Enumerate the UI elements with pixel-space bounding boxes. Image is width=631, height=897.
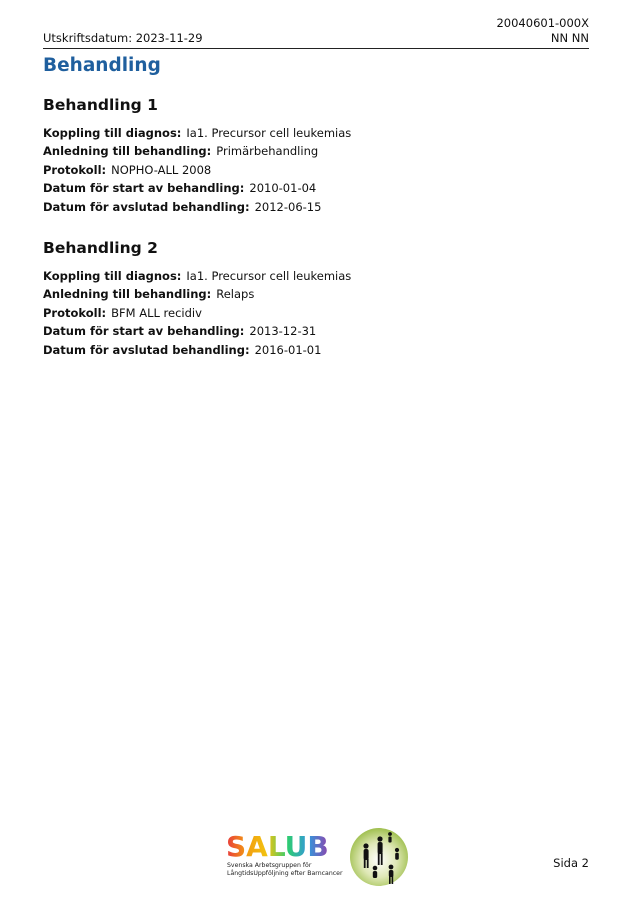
field-protocol [43, 304, 583, 322]
treatment-section-2 [43, 239, 583, 359]
treatment-heading: Behandling 2 [43, 239, 158, 257]
field-diagnosis-link [43, 124, 583, 142]
logo-wordmark: SALUB [226, 830, 329, 863]
field-protocol [43, 161, 583, 179]
field-value: 2016-01-01 [254, 342, 322, 357]
field-value: Primärbehandling [216, 144, 319, 159]
field-diagnosis-link [43, 267, 583, 285]
logo-tagline-1: Svenska Arbetsgruppen för [227, 862, 312, 869]
field-label: Protokoll: [43, 162, 107, 177]
patient-info [496, 16, 589, 46]
print-date-value: 2023-11-29 [135, 31, 203, 45]
print-date-label: Utskriftsdatum: [43, 31, 133, 45]
field-end-date [43, 198, 583, 216]
field-label: Koppling till diagnos: [43, 126, 182, 140]
person-name: NN NN [550, 31, 589, 45]
field-value: Relaps [216, 287, 255, 302]
field-start-date [43, 179, 583, 197]
field-label: Anledning till behandling: [43, 287, 212, 302]
field-treatment-reason [43, 285, 583, 303]
logo-tagline-2: LångtidsUppföljning efter Barncancer [227, 870, 343, 877]
treatment-heading: Behandling 1 [43, 96, 158, 114]
field-label: Koppling till diagnos: [43, 269, 182, 283]
field-start-date [43, 322, 583, 340]
page-header [43, 16, 589, 49]
salub-logo [226, 826, 410, 888]
field-value: 2013-12-31 [249, 324, 317, 339]
person-id: 20040601-000X [496, 16, 589, 30]
field-value: Ia1. Precursor cell leukemias [186, 269, 352, 283]
page-title: Behandling [43, 55, 161, 76]
field-value: 2010-01-04 [249, 181, 317, 196]
field-value: Ia1. Precursor cell leukemias [186, 126, 352, 140]
field-label: Datum för avslutad behandling: [43, 342, 250, 357]
field-value: BFM ALL recidiv [111, 305, 202, 320]
field-label: Datum för start av behandling: [43, 181, 245, 196]
field-end-date [43, 341, 583, 359]
page-number: Sida 2 [553, 856, 589, 870]
field-label: Anledning till behandling: [43, 144, 212, 159]
field-treatment-reason [43, 142, 583, 160]
field-label: Datum för start av behandling: [43, 324, 245, 339]
print-date [43, 31, 203, 45]
treatment-section-1 [43, 96, 583, 216]
field-value: NOPHO-ALL 2008 [111, 162, 212, 177]
field-value: 2012-06-15 [254, 199, 322, 214]
field-label: Datum för avslutad behandling: [43, 199, 250, 214]
field-label: Protokoll: [43, 305, 107, 320]
